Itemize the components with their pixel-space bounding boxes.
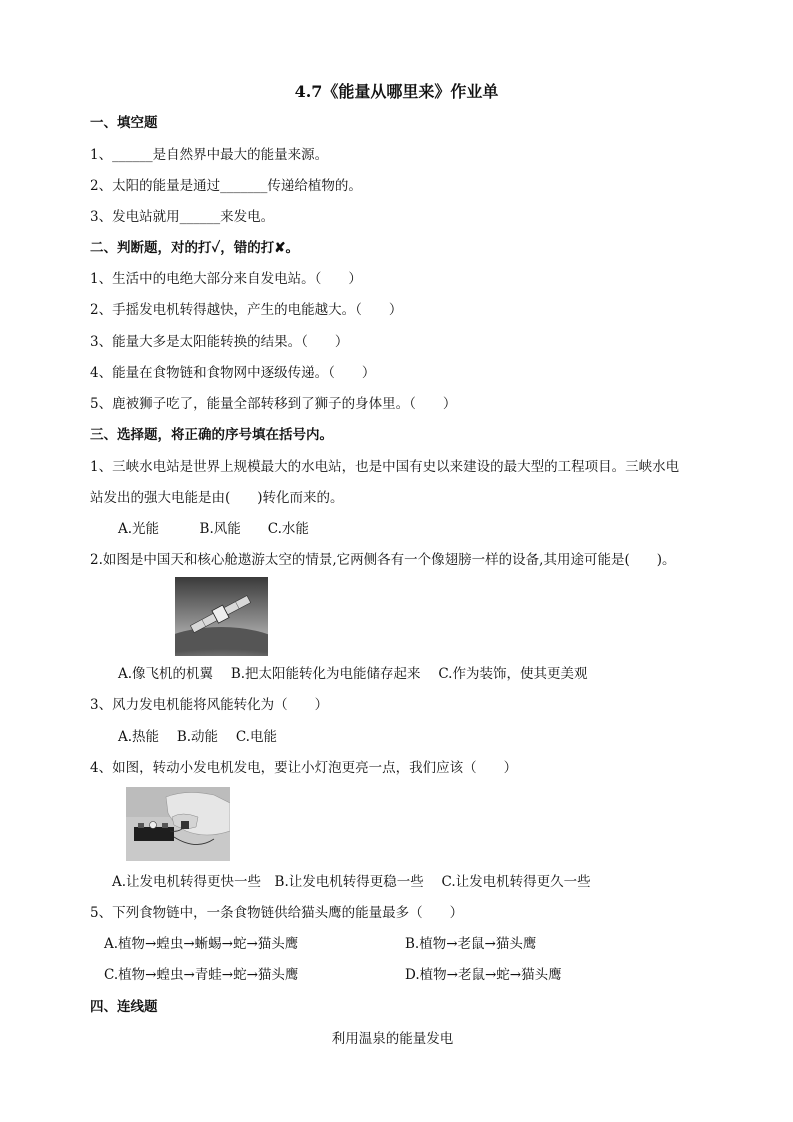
section-heading-multiple-choice: 三、选择题，将正确的序号填在括号内。	[90, 427, 333, 443]
answer-option-c: C.植物→蝗虫→青蛙→蛇→猫头鹰	[104, 967, 299, 983]
section-heading-true-false: 二、判断题，对的打✓，错的打✘。	[90, 240, 300, 256]
matching-item: 利用温泉的能量发电	[331, 1031, 454, 1047]
question-text: 4、能量在食物链和食物网中逐级传递。（ ）	[90, 365, 376, 381]
section-heading-matching: 四、连线题	[90, 999, 158, 1015]
question-text: 5、鹿被狮子吃了，能量全部转移到了狮子的身体里。（ ）	[90, 396, 457, 412]
answer-options: A.光能 B.风能 C.水能	[118, 521, 309, 537]
answer-option-b: B.植物→老鼠→猫头鹰	[405, 936, 537, 952]
hand-generator-illustration	[126, 787, 230, 861]
question-text: 2、太阳的能量是通过_______传递给植物的。	[90, 178, 362, 194]
question-text: 1、生活中的电绝大部分来自发电站。（ ）	[90, 271, 362, 287]
space-station-image	[175, 577, 268, 656]
question-text: 3、发电站就用______来发电。	[90, 209, 275, 225]
section-heading-fill-blank: 一、填空题	[90, 115, 158, 131]
question-text: 4、如图，转动小发电机发电，要让小灯泡更亮一点，我们应该（ ）	[90, 760, 518, 776]
question-text: 1、三峡水电站是世界上规模最大的水电站，也是中国有史以来建设的最大型的工程项目。三峡水电	[90, 459, 680, 475]
answer-options: A.让发电机转得更快一些 B.让发电机转得更稳一些 C.让发电机转得更久一些	[112, 874, 591, 890]
question-text: 1、______是自然界中最大的能量来源。	[90, 147, 329, 163]
answer-option-d: D.植物→老鼠→蛇→猫头鹰	[405, 967, 562, 983]
question-text: 站发出的强大电能是由( )转化而来的。	[90, 490, 344, 506]
question-text: 2.如图是中国天和核心舱遨游太空的情景,它两侧各有一个像翅膀一样的设备,其用途可能是( )。	[90, 552, 676, 568]
question-text: 2、手摇发电机转得越快，产生的电能越大。（ ）	[90, 302, 403, 318]
question-text: 3、能量大多是太阳能转换的结果。（ ）	[90, 334, 349, 350]
hand-generator-image	[126, 787, 230, 861]
answer-options: A.像飞机的机翼 B.把太阳能转化为电能储存起来 C.作为装饰，使其更美观	[118, 666, 588, 682]
question-text: 5、下列食物链中，一条食物链供给猫头鹰的能量最多（ ）	[90, 905, 464, 921]
page-title: 4.7《能量从哪里来》作业单	[294, 82, 499, 101]
question-text: 3、风力发电机能将风能转化为（ ）	[90, 697, 329, 713]
answer-option-a: A.植物→蝗虫→蜥蜴→蛇→猫头鹰	[104, 936, 299, 952]
answer-options: A.热能 B.动能 C.电能	[118, 729, 277, 745]
space-station-illustration	[175, 577, 268, 656]
